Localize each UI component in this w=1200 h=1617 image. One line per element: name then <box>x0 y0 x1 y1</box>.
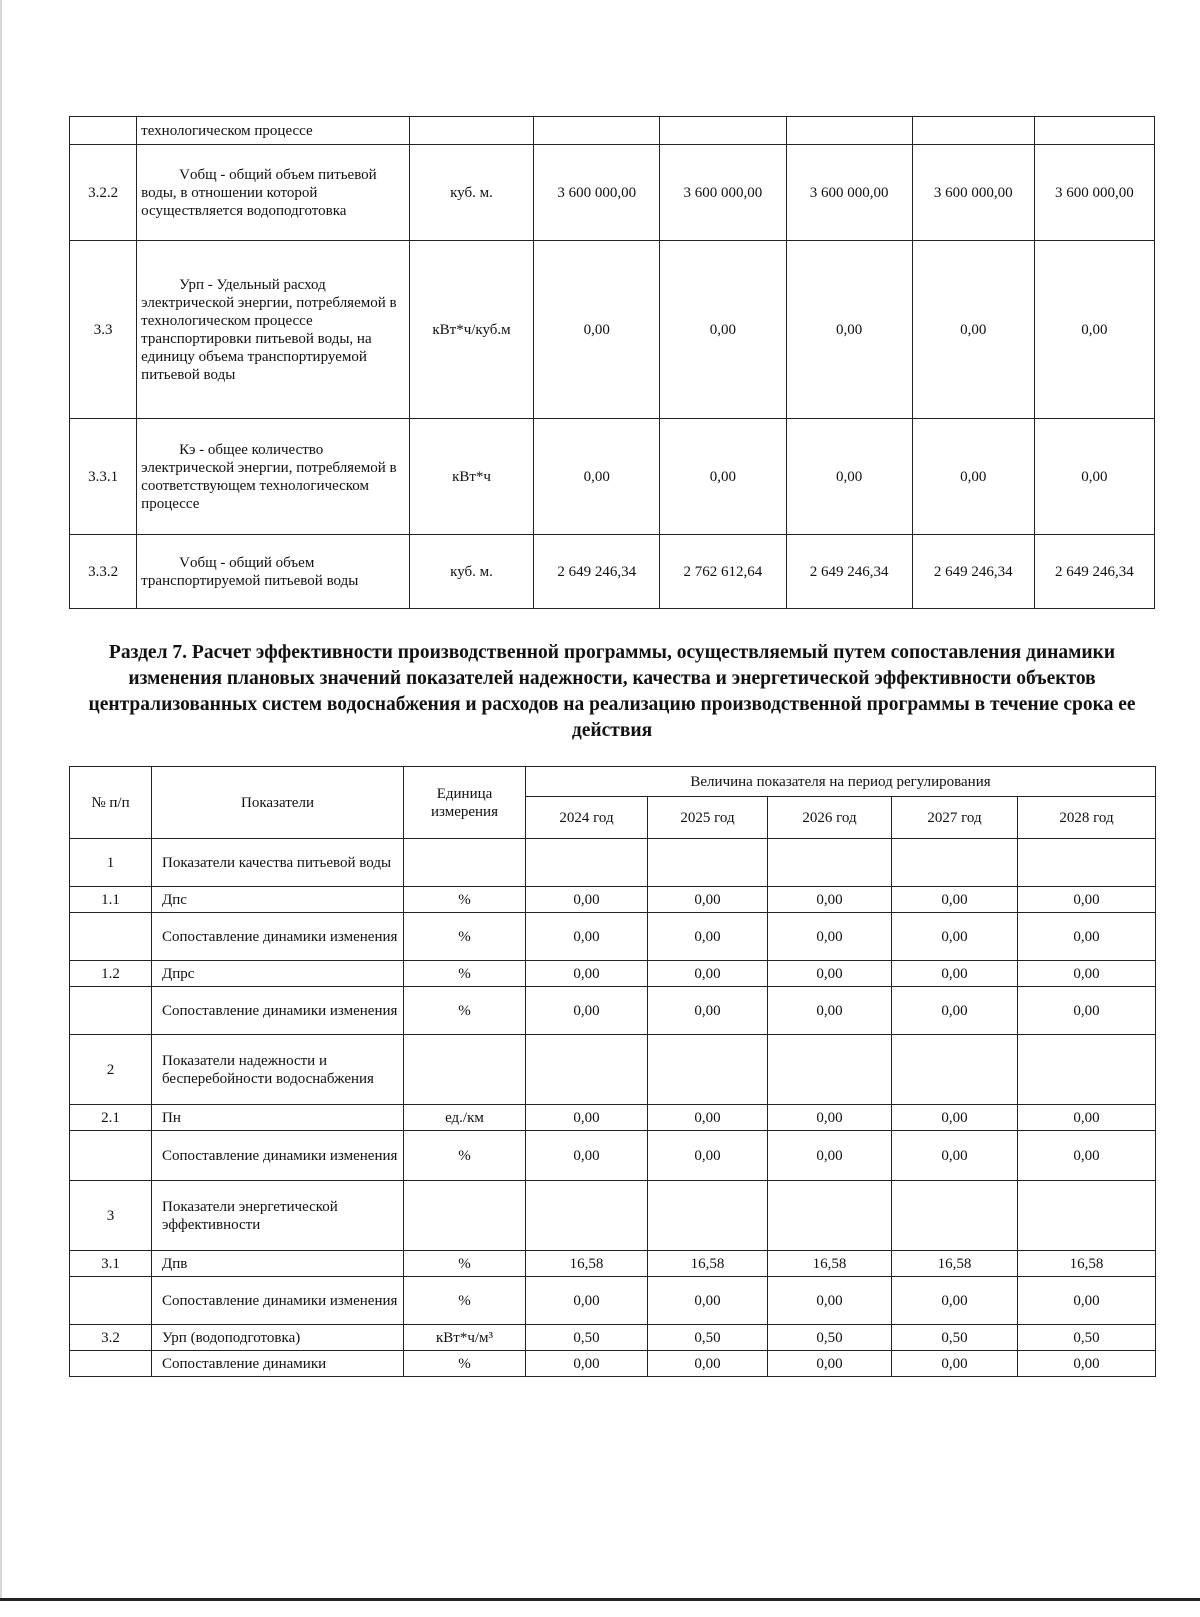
row-value <box>892 1035 1018 1105</box>
row-indicator: Сопоставление динамики изменения <box>152 987 404 1035</box>
row-value: 16,58 <box>1018 1251 1156 1277</box>
header-row <box>70 767 1156 797</box>
row-value <box>526 839 648 887</box>
row-indicator: Vобщ - общий объем транспортируемой питьевой воды <box>137 535 410 609</box>
row-unit <box>404 1181 526 1251</box>
row-value: 0,00 <box>526 887 648 913</box>
row-value: 0,00 <box>768 887 892 913</box>
row-value <box>534 117 660 145</box>
row-value: 0,00 <box>892 1105 1018 1131</box>
row-unit <box>404 1035 526 1105</box>
row-value: 0,00 <box>768 1105 892 1131</box>
table-row <box>70 535 1155 609</box>
row-unit: % <box>404 1277 526 1325</box>
row-value: 0,00 <box>648 887 768 913</box>
row-value: 0,00 <box>786 419 912 535</box>
row-value: 0,00 <box>648 987 768 1035</box>
row-number <box>70 913 152 961</box>
row-value: 0,00 <box>768 913 892 961</box>
row-value: 2 649 246,34 <box>1034 535 1154 609</box>
row-value: 0,00 <box>526 913 648 961</box>
row-value: 3 600 000,00 <box>660 145 786 241</box>
table-row <box>70 913 1156 961</box>
row-value: 3 600 000,00 <box>912 145 1034 241</box>
row-number <box>70 987 152 1035</box>
row-value: 0,00 <box>534 241 660 419</box>
table-row <box>70 1325 1156 1351</box>
row-indicator: Урп - Удельный расход электрической энергии, потребляемой в технологическом процессе транспортировки питьевой воды, на единицу объема транспортируемой питьевой воды <box>137 241 410 419</box>
table-row <box>70 1035 1156 1105</box>
row-value: 0,00 <box>786 241 912 419</box>
row-number: 3.2.2 <box>70 145 137 241</box>
scan-edge-bottom <box>0 1598 1200 1617</box>
row-value: 0,00 <box>1018 1351 1156 1377</box>
row-value <box>660 117 786 145</box>
row-value <box>1018 839 1156 887</box>
row-indicator: Кэ - общее количество электрической энергии, потребляемой в соответствующем технологическом процессе <box>137 419 410 535</box>
row-value: 0,00 <box>1018 961 1156 987</box>
top-table-body <box>70 117 1155 609</box>
row-value <box>768 1181 892 1251</box>
row-number: 2 <box>70 1035 152 1105</box>
row-value <box>912 117 1034 145</box>
row-unit: % <box>404 913 526 961</box>
row-number: 2.1 <box>70 1105 152 1131</box>
row-value: 0,00 <box>892 1277 1018 1325</box>
row-indicator: Показатели энергетической эффективности <box>152 1181 404 1251</box>
row-indicator: Сопоставление динамики изменения <box>152 1277 404 1325</box>
row-unit: % <box>404 961 526 987</box>
row-indicator: Дпв <box>152 1251 404 1277</box>
row-indicator: Сопоставление динамики <box>152 1351 404 1377</box>
row-value <box>526 1181 648 1251</box>
row-indicator: Показатели надежности и бесперебойности водоснабжения <box>152 1035 404 1105</box>
row-value: 0,00 <box>768 1277 892 1325</box>
row-value: 0,00 <box>660 419 786 535</box>
row-value: 2 762 612,64 <box>660 535 786 609</box>
row-value: 0,50 <box>1018 1325 1156 1351</box>
row-value: 0,50 <box>892 1325 1018 1351</box>
row-number: 1.1 <box>70 887 152 913</box>
row-unit: % <box>404 1251 526 1277</box>
row-indicator: Урп (водоподготовка) <box>152 1325 404 1351</box>
row-value <box>526 1035 648 1105</box>
row-unit: % <box>404 887 526 913</box>
row-value: 0,00 <box>892 913 1018 961</box>
row-value: 0,00 <box>892 1351 1018 1377</box>
row-value <box>1018 1035 1156 1105</box>
row-number <box>70 1277 152 1325</box>
row-number: 3 <box>70 1181 152 1251</box>
indicators-table <box>69 766 1156 1377</box>
header-year: 2028 год <box>1018 797 1156 839</box>
indicators-table-body <box>70 839 1156 1377</box>
scan-edge-left <box>0 0 2 1614</box>
row-number <box>70 1131 152 1181</box>
table-row <box>70 145 1155 241</box>
table-row <box>70 987 1156 1035</box>
row-value: 2 649 246,34 <box>912 535 1034 609</box>
table-row <box>70 961 1156 987</box>
row-indicator: Сопоставление динамики изменения <box>152 1131 404 1181</box>
table-row <box>70 839 1156 887</box>
row-value: 0,00 <box>526 1131 648 1181</box>
row-value: 0,00 <box>648 1131 768 1181</box>
row-number: 3.3.1 <box>70 419 137 535</box>
table-row <box>70 419 1155 535</box>
row-indicator: технологическом процессе <box>137 117 410 145</box>
row-indicator: Пн <box>152 1105 404 1131</box>
row-indicator: Дпс <box>152 887 404 913</box>
row-value: 3 600 000,00 <box>786 145 912 241</box>
row-value: 0,00 <box>1018 1277 1156 1325</box>
table-row <box>70 241 1155 419</box>
row-value: 0,00 <box>892 987 1018 1035</box>
row-value: 0,50 <box>526 1325 648 1351</box>
row-value: 0,00 <box>912 241 1034 419</box>
row-number <box>70 1351 152 1377</box>
row-indicator: Показатели качества питьевой воды <box>152 839 404 887</box>
row-unit: % <box>404 1131 526 1181</box>
row-value: 0,00 <box>526 1277 648 1325</box>
row-value: 16,58 <box>768 1251 892 1277</box>
row-value <box>768 839 892 887</box>
table-row <box>70 1181 1156 1251</box>
row-unit <box>404 839 526 887</box>
table-row <box>70 1351 1156 1377</box>
row-value: 0,00 <box>648 913 768 961</box>
row-value: 0,00 <box>892 887 1018 913</box>
table-row <box>70 1105 1156 1131</box>
row-value: 2 649 246,34 <box>534 535 660 609</box>
row-value <box>1018 1181 1156 1251</box>
row-value: 0,00 <box>768 1351 892 1377</box>
row-value: 0,00 <box>892 1131 1018 1181</box>
row-value: 0,00 <box>1034 419 1154 535</box>
row-indicator: Сопоставление динамики изменения <box>152 913 404 961</box>
row-value: 3 600 000,00 <box>1034 145 1154 241</box>
header-number: № п/п <box>70 767 152 839</box>
row-value: 0,00 <box>648 1351 768 1377</box>
table-row <box>70 887 1156 913</box>
row-value: 16,58 <box>892 1251 1018 1277</box>
row-value: 0,50 <box>768 1325 892 1351</box>
row-value: 0,00 <box>1018 987 1156 1035</box>
row-value: 0,50 <box>648 1325 768 1351</box>
row-value: 0,00 <box>526 1351 648 1377</box>
row-value: 0,00 <box>912 419 1034 535</box>
row-value <box>892 839 1018 887</box>
row-value: 0,00 <box>648 961 768 987</box>
row-value: 0,00 <box>526 961 648 987</box>
row-value <box>892 1181 1018 1251</box>
row-value <box>648 1035 768 1105</box>
row-value: 2 649 246,34 <box>786 535 912 609</box>
header-unit: Единица измерения <box>404 767 526 839</box>
header-indicators: Показатели <box>152 767 404 839</box>
row-value: 16,58 <box>648 1251 768 1277</box>
row-unit <box>409 117 533 145</box>
header-period: Величина показателя на период регулирования <box>526 767 1156 797</box>
header-year: 2024 год <box>526 797 648 839</box>
row-number: 3.3 <box>70 241 137 419</box>
row-value: 0,00 <box>1018 887 1156 913</box>
row-unit: % <box>404 1351 526 1377</box>
row-value <box>786 117 912 145</box>
row-number: 1 <box>70 839 152 887</box>
row-value: 0,00 <box>1018 1105 1156 1131</box>
section-title: Раздел 7. Расчет эффективности производственной программы, осуществляемый путем сопоставления динамики изменения плановых значений показателей надежности, качества и энергетической эффективности объектов централизованных систем водоснабжения и расходов на реализацию производственной программы в течение срока ее действия <box>88 642 1136 741</box>
table-row <box>70 1277 1156 1325</box>
table-row <box>70 1131 1156 1181</box>
header-year: 2027 год <box>892 797 1018 839</box>
row-value: 0,00 <box>526 987 648 1035</box>
row-number: 3.3.2 <box>70 535 137 609</box>
row-unit: куб. м. <box>409 145 533 241</box>
table-row <box>70 117 1155 145</box>
row-number: 1.2 <box>70 961 152 987</box>
row-value <box>768 1035 892 1105</box>
row-unit: % <box>404 987 526 1035</box>
row-value: 0,00 <box>892 961 1018 987</box>
row-unit: куб. м. <box>409 535 533 609</box>
row-value: 0,00 <box>768 987 892 1035</box>
row-indicator: Vобщ - общий объем питьевой воды, в отношении которой осуществляется водоподготовка <box>137 145 410 241</box>
top-table <box>69 116 1155 609</box>
row-value: 0,00 <box>1018 1131 1156 1181</box>
row-unit: кВт*ч/куб.м <box>409 241 533 419</box>
row-unit: кВт*ч <box>409 419 533 535</box>
row-value: 0,00 <box>1034 241 1154 419</box>
row-value <box>648 839 768 887</box>
row-value: 0,00 <box>648 1105 768 1131</box>
row-value: 0,00 <box>768 1131 892 1181</box>
row-value: 3 600 000,00 <box>534 145 660 241</box>
row-value <box>1034 117 1154 145</box>
table-row <box>70 1251 1156 1277</box>
row-value: 0,00 <box>1018 913 1156 961</box>
row-number: 3.1 <box>70 1251 152 1277</box>
row-value: 0,00 <box>534 419 660 535</box>
row-number <box>70 117 137 145</box>
row-value: 0,00 <box>648 1277 768 1325</box>
header-year: 2025 год <box>648 797 768 839</box>
row-value: 0,00 <box>768 961 892 987</box>
row-value: 16,58 <box>526 1251 648 1277</box>
row-value: 0,00 <box>660 241 786 419</box>
row-indicator: Дпрс <box>152 961 404 987</box>
row-number: 3.2 <box>70 1325 152 1351</box>
row-unit: ед./км <box>404 1105 526 1131</box>
row-value <box>648 1181 768 1251</box>
header-year: 2026 год <box>768 797 892 839</box>
row-unit: кВт*ч/м³ <box>404 1325 526 1351</box>
row-value: 0,00 <box>526 1105 648 1131</box>
